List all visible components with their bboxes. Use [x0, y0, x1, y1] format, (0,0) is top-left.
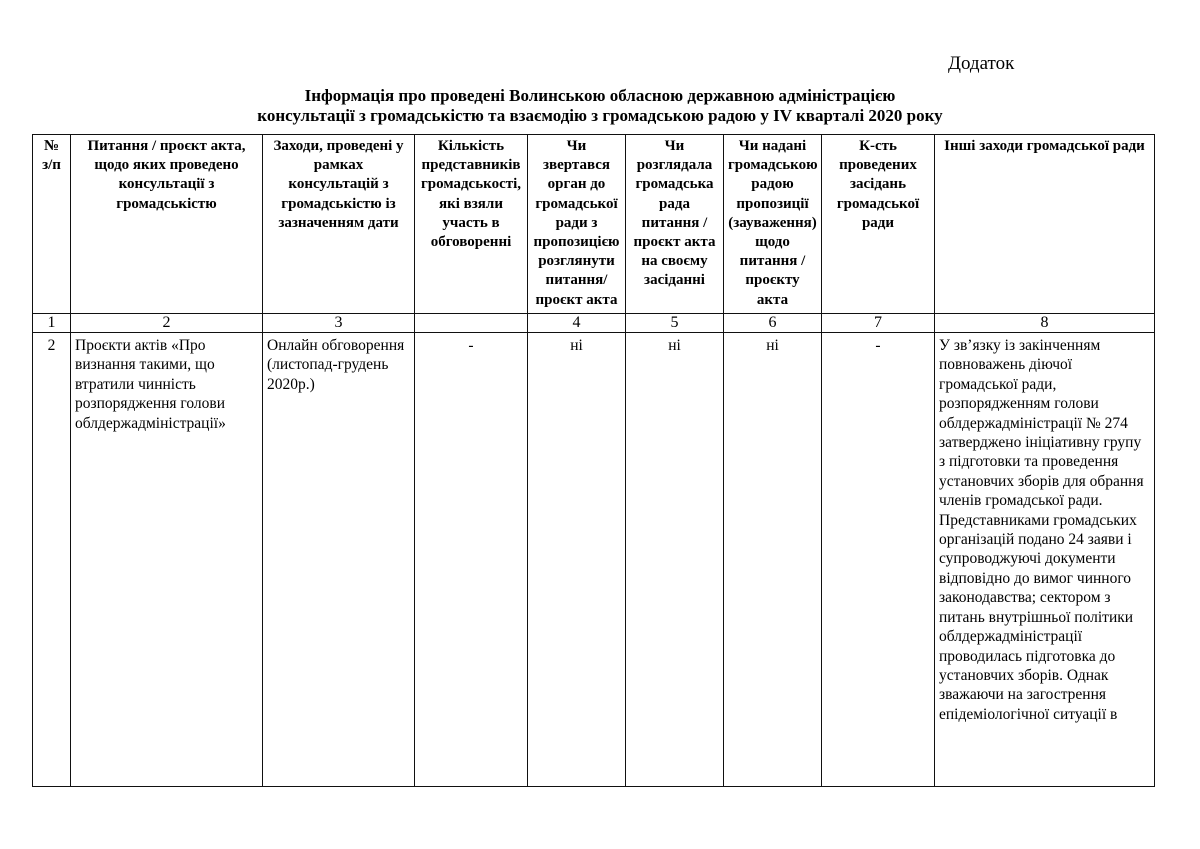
row-council-proposals: ні	[724, 333, 822, 787]
column-number: 5	[626, 314, 724, 333]
row-other-measures: У зв’язку із закінченням повноважень діючої громадської ради, розпорядженням голови облдержадміністрації № 274 затверджено ініціативну групу з підготовки та проведення установчих зборів для обрання членів громадської ради. Представниками громадських організацій подано 24 заяви і супроводжуючі документи відповідно до вимог чинного законодавства; сектором з питань внутрішньої політики облдержадміністрації проводилась підготовка до установчих зборів. Однак зважаючи на загострення епідеміологічної ситуації в	[935, 333, 1155, 787]
column-number: 7	[822, 314, 935, 333]
row-number: 2	[33, 333, 71, 787]
header-participants: Кількість представників громадськості, які взяли участь в обговоренні	[415, 135, 528, 314]
column-number: 4	[528, 314, 626, 333]
column-number-row	[33, 314, 1155, 333]
document-title	[230, 86, 970, 126]
title-line-1: Інформація про проведені Волинською обласною державною адміністрацією	[304, 86, 896, 105]
header-appealed-to-council: Чи звертався орган до громадської ради з пропозицією розглянути питання/проєкт акта	[528, 135, 626, 314]
row-participants: -	[415, 333, 528, 787]
header-council-considered: Чи розглядала громадська рада питання / проєкт акта на своєму засіданні	[626, 135, 724, 314]
appendix-label: Додаток	[948, 53, 1015, 74]
column-number	[415, 314, 528, 333]
consultations-table	[32, 134, 1155, 787]
row-subject: Проєкти актів «Про визнання такими, що втратили чинність розпорядження голови облдержадміністрації»	[71, 333, 263, 787]
row-council-considered: ні	[626, 333, 724, 787]
column-number: 1	[33, 314, 71, 333]
row-appealed-to-council: ні	[528, 333, 626, 787]
header-council-proposals: Чи надані громадською радою пропозиції (зауваження) щодо питання / проєкту акта	[724, 135, 822, 314]
row-measures: Онлайн обговорення (листопад-грудень 2020р.)	[263, 333, 415, 787]
header-row	[33, 135, 1155, 314]
header-meetings-count: К-сть проведених засідань громадської ради	[822, 135, 935, 314]
column-number: 2	[71, 314, 263, 333]
column-number: 6	[724, 314, 822, 333]
title-line-2: консультації з громадськістю та взаємодію з громадською радою у IV кварталі 2020 року	[257, 106, 943, 125]
table-row	[33, 333, 1155, 787]
header-measures: Заходи, проведені у рамках консультацій з громадськістю із зазначенням дати	[263, 135, 415, 314]
header-subject: Питання / проєкт акта, щодо яких проведено консультації з громадськістю	[71, 135, 263, 314]
header-number: № з/п	[33, 135, 71, 314]
column-number: 8	[935, 314, 1155, 333]
column-number: 3	[263, 314, 415, 333]
header-other-measures: Інші заходи громадської ради	[935, 135, 1155, 314]
row-meetings-count: -	[822, 333, 935, 787]
